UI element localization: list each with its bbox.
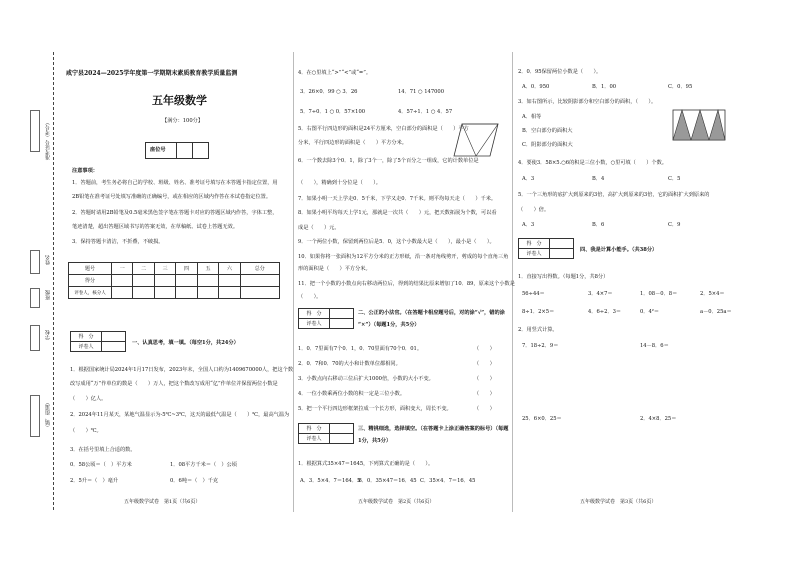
full-marks: 【满分：100分】 — [162, 118, 204, 124]
score-row-label: 评卷人，核分人 — [69, 287, 112, 299]
mc-q5-option-a[interactable]: A．3 — [522, 222, 535, 228]
q8-line-2: 成是（ ）元。 — [298, 225, 340, 231]
calc2-title: 2．用竖式计算。 — [518, 327, 558, 333]
column-divider-1 — [293, 52, 294, 512]
score-cell[interactable] — [112, 275, 133, 287]
score-table-header: 题号 — [69, 263, 112, 275]
judge-item: 4．一位小数乘两位小数的积一定是三位小数。 — [298, 391, 406, 397]
q3-item: 2．5升＝（ ）毫升 — [70, 478, 119, 484]
school-field[interactable] — [30, 325, 40, 351]
score-box-label: 评卷人 — [519, 249, 550, 259]
mc-q3-option-c[interactable]: C．阴影部分的面积大 — [522, 142, 573, 148]
mc-q2-option-b[interactable]: B．1．00 — [592, 84, 617, 90]
score-box-cell[interactable] — [330, 434, 354, 444]
q4-item[interactable]: 5．7÷0．1 ○ 0．57×100 — [300, 109, 366, 115]
mc-q1-option-c[interactable]: C．35×4．7＝16．45 — [420, 478, 476, 484]
q3-item: 1．08平方千米＝（ ）公顷 — [170, 462, 237, 468]
mc-q4-option-c[interactable]: C．5 — [668, 176, 681, 182]
score-cell[interactable] — [240, 287, 279, 299]
score-cell[interactable] — [133, 287, 154, 299]
notice-title: 注意事项： — [72, 168, 98, 174]
notice-line-2: 2B铅笔在准考证号处填写准确的正确编号，或在相应的区域内作答在本试卷指定位置。 — [72, 194, 272, 200]
section-2-heading-1: 二、公正的小法官。（在答题卡相应题号后，对的涂“√”，错的涂 — [358, 310, 505, 316]
q1-line-1: 1．根据国家统计局2024年1月17日发布，2023年末，全国人口约为1409670000人，把这个数 — [70, 367, 294, 373]
q2-line-1: 2．2024年11月某天，某地气温显示为-5℃~3℃，这天的最低气温是（ ）℃，最高气温为 — [70, 412, 290, 418]
class-field[interactable] — [30, 288, 40, 308]
score-cell[interactable] — [154, 287, 175, 299]
calc1-item[interactable]: 3．4×7＝ — [588, 291, 613, 297]
score-table-header: 总分 — [240, 263, 279, 275]
score-cell[interactable] — [240, 275, 279, 287]
q6-line-2: （ ），精确到十分位是（ ）。 — [298, 180, 381, 186]
exam-title: 咸宁县2024—2025学年度第一学期期末素质教育教学质量监测 — [66, 70, 238, 77]
q10-line-2: 形的面积是（ ）平方分米。 — [298, 266, 371, 272]
q4-item[interactable]: 3．26×0．99 ○ 3．26 — [300, 89, 358, 95]
judge-item: 3．小数点向右移动三位后扩大1000倍，小数的大小不变。 — [298, 376, 434, 382]
calc1-item[interactable]: a－0．25a＝ — [700, 309, 732, 315]
section-4-heading: 四、我是计算小能手。（共38分） — [580, 247, 658, 253]
q3-item: 0．6吨＝（ ）千克 — [170, 478, 219, 484]
mc-q5-line-1: 5．一个三角形的底扩大到原来的3倍，高扩大到原来的3倍，它的面积扩大到原来的 — [518, 192, 710, 198]
section-2-score-box — [298, 308, 354, 329]
q5-line-1: 5．右图平行四边形的面积是24平方厘米，空白部分的面积是（ ）平方 — [298, 126, 469, 132]
section-4-score-box — [518, 238, 574, 259]
judge-item: 5．把一个平行四边形框架拉成一个长方形，面积变大，周长不变。 — [298, 406, 452, 412]
mc-q3-option-a[interactable]: A．相等 — [522, 114, 542, 120]
section-1-heading: 一、认真思考，填一填。（每空1分，共24分） — [132, 340, 239, 346]
judge-bracket[interactable]: （ ） — [474, 346, 495, 352]
sidebar-label-town: （镇、街道） — [45, 400, 51, 430]
section-1-score-box — [70, 331, 126, 352]
section-2-heading-2: “×”）（每题1分，共5分） — [358, 322, 420, 328]
calc1-item[interactable]: 2．5×4＝ — [700, 291, 725, 297]
judge-bracket[interactable]: （ ） — [474, 376, 495, 382]
q10-line-1: 10．如果你将一张面积为12平方分米的正方形纸，沿一条对角线剪开，剪成的每个直角三角 — [298, 254, 509, 260]
calc1-item[interactable]: 4．6÷2．3＝ — [588, 309, 622, 315]
calc2-item[interactable]: 25．6×0．25＝ — [522, 416, 562, 422]
mc-q1-option-a[interactable]: A．3．5×4．7＝164．5 — [300, 478, 361, 484]
calc1-item[interactable]: 1．08－0．8＝ — [640, 291, 678, 297]
q11-line-2: （ ）。 — [298, 294, 322, 300]
notice-line-1: 1．答题前，考生务必将自己的学校、班级、姓名、准考证号填写在本答题卡指定位置，用 — [72, 180, 278, 186]
mc-q4-option-a[interactable]: A．3 — [522, 176, 535, 182]
mc-q3-option-b[interactable]: B．空白部分的面积大 — [522, 128, 573, 134]
score-box-cell[interactable] — [330, 424, 354, 434]
q3-item: 0．58公顷＝（ ）平方米 — [70, 462, 132, 468]
score-table-header: 一 — [112, 263, 133, 275]
binding-dashed-line — [53, 52, 54, 510]
seat-number-box[interactable] — [145, 142, 209, 159]
score-box-label: 得 分 — [71, 332, 102, 342]
mc-q1: 1．根据算式35×47＝1645，下列算式正确的是（ ）。 — [298, 461, 434, 467]
score-cell[interactable] — [197, 275, 218, 287]
q4-item[interactable]: 14．71 ○ 147000 — [398, 89, 445, 95]
score-box-label: 得 分 — [299, 309, 330, 319]
score-box-label: 评卷人 — [71, 342, 102, 352]
score-table-header: 二 — [133, 263, 154, 275]
mc-q4-option-b[interactable]: B．4 — [592, 176, 605, 182]
score-table — [68, 262, 280, 299]
judge-item: 1．0．7里面有7个0．1，0．70里面有70个0．01。 — [298, 346, 423, 352]
q11-line-1: 11．把一个小数的小数点向右移动两位后，得到的结果比原来增加了10．89，原来这个小数是 — [298, 281, 515, 287]
q5-line-2: 分米，平行四边形的面积是（ ）平方分米。 — [298, 140, 407, 146]
score-table-header: 六 — [219, 263, 240, 275]
score-table-header: 四 — [176, 263, 197, 275]
binding-sidebar — [0, 0, 58, 561]
section-3-heading-1: 三、精挑细选，选择填空。（在答题卡上涂正确答案的标号）（每题 — [358, 426, 509, 432]
score-row-label: 得分 — [69, 275, 112, 287]
q4-label: 4．在○里填上“>”“<”或“=”。 — [298, 70, 372, 76]
section-3-score-box — [298, 423, 354, 444]
score-box-cell[interactable] — [102, 342, 126, 352]
mc-q2-option-a[interactable]: A．0．950 — [522, 84, 550, 90]
score-cell[interactable] — [219, 287, 240, 299]
page-3-footer: 五年级数学试卷 第3页（共6页） — [580, 499, 657, 505]
parallelogram-figure — [452, 120, 500, 160]
q8-line-1: 8．如果小明平均每天上学1元，那就是一次共（ ）元，把天数拓展为个数，可以看 — [298, 210, 497, 216]
sidebar-label-exam-number: 准考证号（考号） — [45, 120, 51, 160]
sidebar-label-name: 姓名 — [45, 255, 51, 265]
score-box-cell[interactable] — [102, 332, 126, 342]
score-box-label: 评卷人 — [299, 319, 330, 329]
subject-title: 五年级数学 — [152, 94, 207, 107]
q4-item[interactable]: 4．57÷1．1 ○ 4．57 — [398, 109, 453, 115]
q3-label: 3．在括号里填上合适的数。 — [70, 447, 136, 453]
mc-q3: 3．如右图所示，比较阴影部分和空白部分的面积，（ ）。 — [518, 99, 657, 105]
score-cell[interactable] — [133, 275, 154, 287]
score-cell[interactable] — [154, 275, 175, 287]
judge-bracket[interactable]: （ ） — [474, 361, 495, 367]
score-box-label: 得 分 — [519, 239, 550, 249]
name-field[interactable] — [30, 250, 40, 274]
q1-line-3: （ ）亿人。 — [70, 396, 107, 402]
score-cell[interactable] — [197, 287, 218, 299]
exam-number-field[interactable] — [30, 110, 40, 152]
calc1-item[interactable]: 8÷1．2×5＝ — [522, 309, 555, 315]
judge-bracket[interactable]: （ ） — [474, 391, 495, 397]
score-cell[interactable] — [112, 287, 133, 299]
q6-line-1: 6．一个数去除3个0．1，除了3个一，除了5个百分之一组成，它的计数单位是 — [298, 158, 479, 164]
town-field[interactable] — [30, 395, 40, 437]
score-box-label: 评卷人 — [299, 434, 330, 444]
mc-q2: 2．0．95保留两位小数是（ ）。 — [518, 69, 602, 75]
shaded-triangles-figure — [672, 108, 726, 142]
mc-q1-option-b[interactable]: B．0．35×47＝16．45 — [358, 478, 417, 484]
q1-line-2: 改写成用“万”作单位的数是（ ）万人，把这个数改写成用“亿”作单位并保留两位小数是 — [70, 381, 278, 387]
calc2-item[interactable]: 7．18÷2．9＝ — [522, 343, 559, 349]
calc1-item[interactable]: 0．4²＝ — [640, 309, 660, 315]
score-box-cell[interactable] — [550, 249, 574, 259]
notice-line-3: 2．答题时请用2B铅笔及0.5毫米黑色签字笔在答题卡对应的答题区域内作答，字体工整， — [72, 210, 278, 216]
judge-bracket[interactable]: （ ） — [474, 406, 495, 412]
score-box-cell[interactable] — [550, 239, 574, 249]
score-cell[interactable] — [176, 275, 197, 287]
score-box-cell[interactable] — [330, 319, 354, 329]
notice-line-5: 3．保持答题卡清洁，不折叠，不破损。 — [72, 239, 164, 245]
score-table-header: 三 — [154, 263, 175, 275]
score-box-cell[interactable] — [330, 309, 354, 319]
mc-q2-option-c[interactable]: C．0．95 — [668, 84, 693, 90]
mc-q5-option-b[interactable]: B．6 — [592, 222, 605, 228]
seat-number-label: 座位号 — [150, 147, 166, 153]
mc-q4: 4．要使3．58×5.○6的积是三位小数，○里可填（ ）个数。 — [518, 160, 667, 166]
q9: 9．一个两位小数，保留到两位后是5．0，这个小数最大是（ ），最小是（ ）。 — [298, 239, 495, 245]
calc1-item[interactable]: 56÷44＝ — [522, 291, 545, 297]
sidebar-label-class: 班级 — [45, 290, 51, 300]
calc2-item[interactable]: 2．4×8．25＝ — [640, 416, 677, 422]
calc2-item[interactable]: 14－8．6＝ — [640, 343, 669, 349]
notice-line-4: 笔迹清楚，超出答题区域书写的答案无效，在草稿纸、试卷上答题无效。 — [72, 224, 239, 230]
score-table-header: 五 — [197, 263, 218, 275]
score-cell[interactable] — [176, 287, 197, 299]
score-cell[interactable] — [219, 275, 240, 287]
calc1-title: 1．直接写出得数。（每题1分，共8分） — [518, 274, 609, 280]
score-box-label: 得 分 — [299, 424, 330, 434]
q2-line-2: （ ）℃。 — [70, 428, 102, 434]
page-1-footer: 五年级数学试卷 第1页（共6页） — [124, 499, 201, 505]
sidebar-label-school: 学校 — [45, 330, 51, 340]
page-2-footer: 五年级数学试卷 第2页（共6页） — [358, 499, 435, 505]
mc-q5-option-c[interactable]: C．9 — [668, 222, 681, 228]
q7: 7．如果小明一天上学走0．5千米，下学又走0．7千米。则平均每天走（ ）千米。 — [298, 196, 497, 202]
judge-item: 2．0．7和0．70的大小和计数单位都相同。 — [298, 361, 401, 367]
mc-q5-line-2: （ ）倍。 — [518, 207, 550, 213]
section-3-heading-2: 1分，共5分） — [358, 438, 392, 444]
